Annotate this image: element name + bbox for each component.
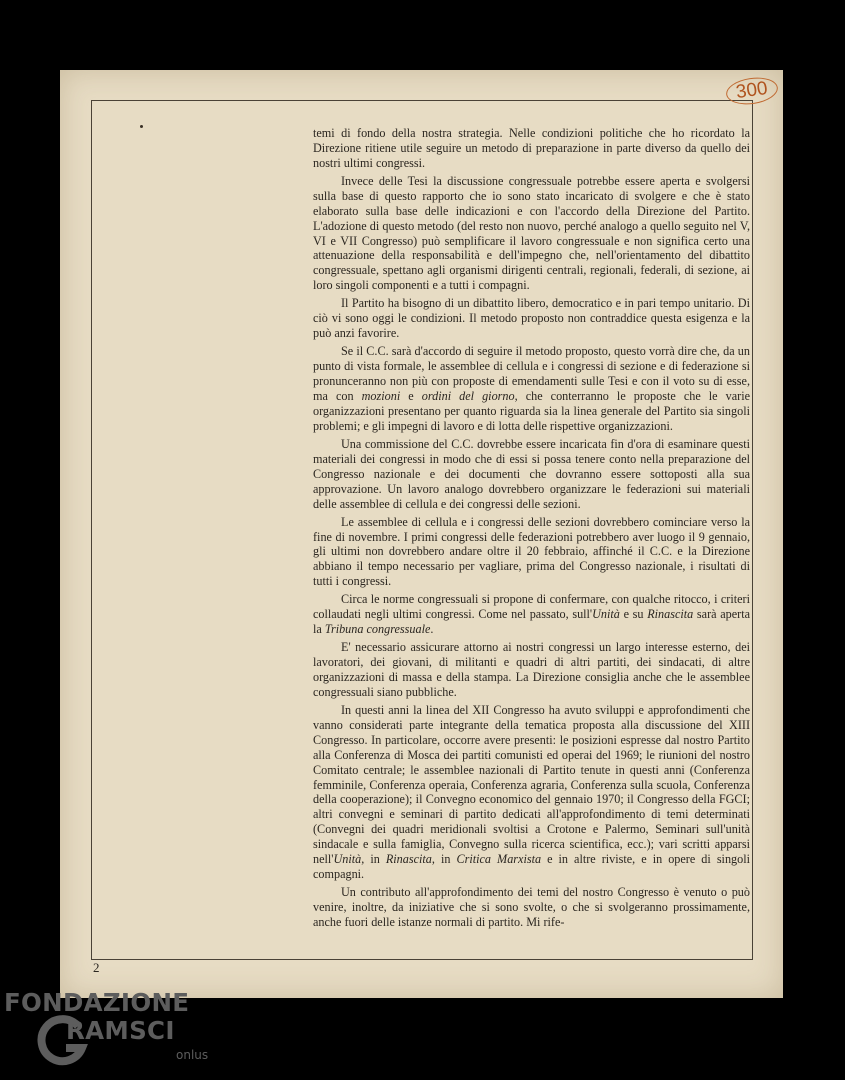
text-run: sarà aperta la bbox=[313, 607, 750, 637]
italic-text: Rinascita bbox=[385, 852, 432, 867]
text-run: , in bbox=[361, 852, 386, 867]
text-run: Il Partito ha bisogno di un dibattito libero, democratico e in pari tempo unitario. Di ciò vi sono oggi le condizioni. Il metodo proposto non contraddice questa esigenza e la può anzi favorire. bbox=[313, 296, 750, 341]
paragraph bbox=[313, 703, 750, 882]
text-run: Se il C.C. sarà d'accordo di seguire il metodo proposto, questo vorrà dire che, da un punto di vista formale, le assemblee di cellula e i congressi di sezione e di federazione si pronunceranno non più con proposte di emendamenti sulle Tesi e con il voto su di esse, ma con bbox=[313, 344, 750, 403]
paragraph bbox=[313, 515, 750, 590]
watermark-line-2: RAMSCI bbox=[66, 1016, 175, 1045]
paragraph bbox=[313, 126, 750, 171]
italic-text: Rinascita bbox=[647, 607, 694, 622]
text-run: temi di fondo della nostra strategia. Nelle condizioni politiche che ho ricordato la Direzione ritiene utile seguire un metodo di preparazione in parte diverso da quello dei nostri ultimi congressi. bbox=[313, 126, 750, 170]
text-run: Un contributo all'approfondimento dei temi del nostro Congresso è venuto o può venire, inoltre, da iniziative che si sono svolte, o che si svolgeranno prossimamente, anche fuori delle istanze normali di partito. Mi rife- bbox=[313, 885, 750, 929]
watermark-suffix: onlus bbox=[176, 1048, 209, 1062]
text-run: e su bbox=[619, 607, 648, 622]
paragraph bbox=[313, 437, 750, 512]
paragraph bbox=[313, 174, 750, 293]
watermark-line-1: FONDAZIONE bbox=[4, 988, 190, 1017]
paragraph bbox=[313, 640, 750, 700]
text-run: . bbox=[430, 622, 434, 637]
italic-text: mozioni bbox=[361, 388, 401, 403]
text-run: E' necessario assicurare attorno ai nostri congressi un largo interesse esterno, dei lavoratori, dei giovani, di militanti e quadri di altri partiti, dei sindacati, di altre organizzazioni di massa e della stampa. La Direzione consiglia anche che le assemblee congressuali siano pubbliche. bbox=[313, 640, 750, 699]
italic-text: Unità bbox=[333, 852, 362, 867]
paragraph bbox=[313, 885, 750, 930]
text-run: In questi anni la linea del XII Congresso ha avuto sviluppi e approfondimenti che vanno considerati parte integrante della tematica proposta alla discussione del XIII Congresso. In particolare, occorre avere presenti: le posizioni espresse dal nostro Partito alla Conferenza di Mosca dei partiti comunisti ed operai del 1969; le riunioni del nostro Comitato centrale; le assemblee nazionali di Partito tenute in questi anni (Conferenza femminile, Conferenza operaia, Conferenza agraria, Conferenza sulla scuola, Conferenza della cooperazione); il Convegno economico del gennaio 1970; il Congresso della FGCI; altri convegni e seminari di partito dedicati all'approfondimento di temi determinati (Convegni dei quadri meridionali svoltisi a Crotone e Palermo, Seminari sull'unità sindacale e sulla famiglia, Convegno sulla ricerca scientifica, ecc.); vari scritti apparsi nell' bbox=[313, 703, 750, 867]
document-page bbox=[60, 70, 783, 998]
ink-speck bbox=[140, 125, 143, 128]
paragraph bbox=[313, 296, 750, 341]
text-run: Le assemblee di cellula e i congressi delle sezioni dovrebbero cominciare verso la fine di novembre. I primi congressi delle federazioni potrebbero aver luogo il 9 gennaio, gli ultimi non dovrebbero andare oltre il 20 febbraio, affinché il C.C. e la Direzione abbiano il tempo necessario per vagliare, prima del Congresso nazionale, i risultati di tutti i congressi. bbox=[313, 514, 750, 589]
archive-page-mark: 300 bbox=[724, 75, 779, 108]
italic-text: Critica Marxista bbox=[456, 852, 542, 867]
italic-text: Tribuna congressuale bbox=[324, 622, 431, 637]
text-run: Circa le norme congressuali si propone di confermare, con qualche ritocco, i criteri collaudati negli ultimi congressi. Come nel passato, sull' bbox=[313, 592, 750, 622]
paragraph bbox=[313, 592, 750, 637]
text-run: , in bbox=[431, 852, 457, 867]
text-run: e in altre riviste, e in opere di singoli compagni. bbox=[313, 852, 750, 881]
italic-text: ordini del giorno bbox=[421, 388, 515, 403]
italic-text: Unità bbox=[592, 607, 620, 622]
body-text bbox=[313, 126, 750, 933]
fondazione-gramsci-watermark bbox=[4, 988, 219, 1074]
page-number: 2 bbox=[93, 960, 100, 975]
text-run: e bbox=[400, 388, 422, 403]
text-run: Invece delle Tesi la discussione congressuale potrebbe essere aperta e svolgersi sulla base di questo rapporto che io sono stato incaricato di svolgere e che è stato elaborato sulla base delle indicazioni e con l'accordo della Direzione del Partito. L'adozione di questo metodo (del resto non nuovo, perché analogo a quello seguito nel V, VI e VII Congresso) può semplificare il lavoro congressuale e non significa certo una attenuazione della responsabilità e dell'impegno che, nell'orientamento del dibattito congressuale, spettano agli organismi dirigenti centrali, regionali, federali, di sezione, ai loro singoli componenti e a tutti i compagni. bbox=[313, 173, 750, 293]
text-run: , che conterranno le proposte che le varie organizzazioni presentano per quanto riguarda sia la linea generale del Partito sia singoli problemi; e gli impegni di lavoro e di lotta delle rispettive organizzazioni. bbox=[313, 388, 750, 433]
paragraph bbox=[313, 344, 750, 433]
text-run: Una commissione del C.C. dovrebbe essere incaricata fin d'ora di esaminare questi materiali dei congressi in modo che di essi si possa tenere conto nella preparazione del Congresso nazionale e dei documenti che dovranno essere sottoposti alla sua approvazione. Un lavoro analogo dovrebbero organizzare le federazioni sui materiali delle assemblee di cellula e dei congressi delle sezioni. bbox=[313, 436, 750, 511]
